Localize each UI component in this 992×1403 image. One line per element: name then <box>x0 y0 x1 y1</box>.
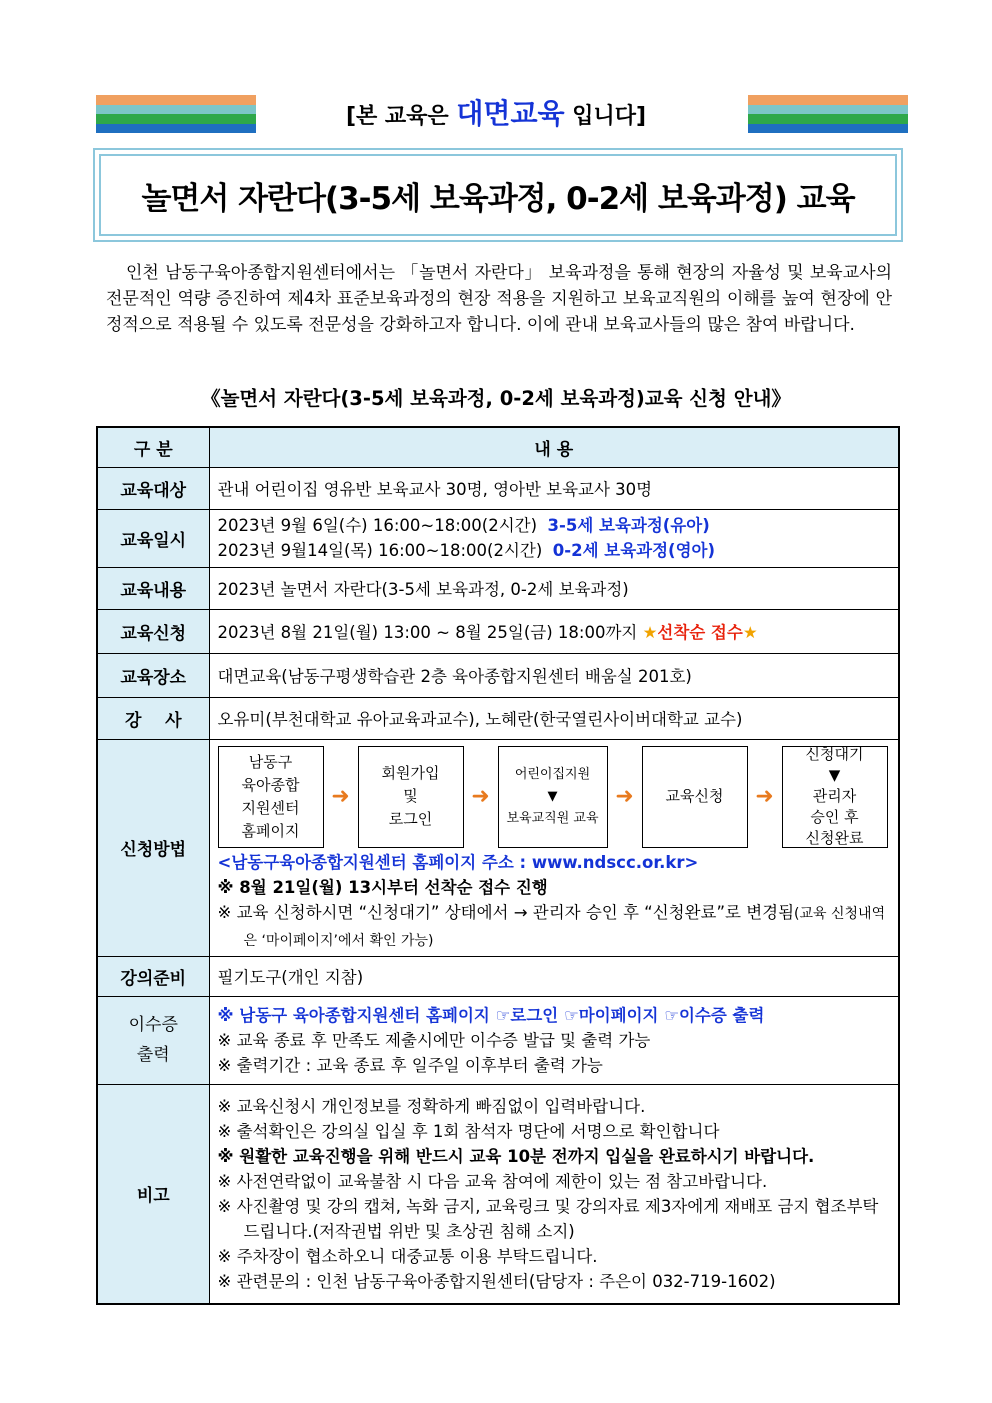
remark-line: ※ 사진촬영 및 강의 캡쳐, 녹화 금지, 교육링크 및 강의자료 제3자에게 재배포 금지 협조부탁드립니다.(저작권법 위반 및 초상권 침해 소지) <box>217 1196 879 1241</box>
remark-line: ※ 주차장이 협소하오니 대중교통 이용 부탁드립니다. <box>217 1246 598 1266</box>
remark-line: ※ 원활한 교육진행을 위해 반드시 교육 10분 전까지 입실을 완료하시기 바랍니다. <box>217 1146 815 1166</box>
flow-text: ▼ <box>547 788 558 804</box>
header-highlight: 대면교육 <box>456 97 565 130</box>
arrow-right-icon: ➜ <box>615 784 634 809</box>
row-value <box>209 1084 899 1304</box>
remark-line: ※ 관련문의 : 인천 남동구육아종합지원센터(담당자 : 주은이 032-719-1602) <box>217 1271 776 1291</box>
intro-paragraph: 인천 남동구육아종합지원센터에서는 「놀면서 자란다」 보육과정을 통해 현장의 자율성 및 보육교사의 전문적인 역량 증진하여 제4차 표준보육과정의 현장 적용을 지원하고 보육교직원의 이해를 높여 현장에 안정적으로 적용될 수 있도록 전문성을 강화하고자 합니다. 이에 관내 보육교사들의 많은 참여 바랍니다. <box>106 263 892 335</box>
table-row <box>97 509 899 567</box>
row-label: 교육내용 <box>97 567 209 609</box>
apply-period: 2023년 8월 21일(월) 13:00 ~ 8월 25일(금) 18:00까지 <box>217 623 638 642</box>
flow-text: 육아종합 <box>241 775 300 794</box>
flow-text: 회원가입 <box>381 764 440 782</box>
label-line: 출력 <box>136 1045 170 1065</box>
flow-text: ▼ <box>828 766 841 784</box>
certificate-line-1: ※ 남동구 육아종합지원센터 홈페이지 ☞로그인 ☞마이페이지 ☞이수증 출력 <box>217 1005 765 1025</box>
row-label: 교육장소 <box>97 653 209 697</box>
row-value: 관내 어린이집 영유반 보육교사 30명, 영아반 보육교사 30명 <box>209 467 899 509</box>
flow-step-approval <box>782 746 888 848</box>
table-row <box>97 956 899 996</box>
table-row <box>97 653 899 697</box>
first-come-notice: ※ 8월 21일(월) 13시부터 선착순 접수 진행 <box>217 877 548 897</box>
row-label: 강의준비 <box>97 956 209 996</box>
schedule-line-2: 2023년 9월14일(목) 16:00~18:00(2시간) <box>217 541 543 560</box>
header-content: 내 용 <box>209 427 899 467</box>
arrow-right-icon: ➜ <box>471 784 490 809</box>
flow-step-daycare-support <box>498 746 608 848</box>
first-come-note: 선착순 접수 <box>657 623 743 642</box>
row-value: 2023년 놀면서 자란다(3-5세 보육과정, 0-2세 보육과정) <box>209 567 899 609</box>
section-subtitle: 《놀면서 자란다(3-5세 보육과정, 0-2세 보육과정)교육 신청 안내》 <box>201 387 791 410</box>
table-row <box>97 1084 899 1304</box>
flow-text: 교육신청 <box>665 787 724 805</box>
flow-text: 신청완료 <box>805 829 864 847</box>
header-suffix: 입니다] <box>572 104 647 129</box>
flow-step-apply <box>642 746 748 848</box>
row-value <box>209 609 899 653</box>
table-row <box>97 467 899 509</box>
education-type-header <box>0 92 992 132</box>
status-notice-small: (교육 신청내역은 ‘마이페이지’에서 확인 가능) <box>243 905 886 949</box>
row-label: 교육신청 <box>97 609 209 653</box>
arrow-right-icon: ➜ <box>331 784 350 809</box>
flow-text: 및 <box>403 787 418 805</box>
flow-text: 남동구 <box>248 752 293 771</box>
flow-step-homepage <box>218 746 324 848</box>
flow-text: 어린이집지원 <box>514 766 591 782</box>
flow-text: 로그인 <box>388 810 433 828</box>
arrow-right-icon: ➜ <box>755 784 774 809</box>
title-box <box>93 148 903 242</box>
flow-text: 지원센터 <box>241 798 300 817</box>
row-label: 신청방법 <box>97 739 209 956</box>
row-label <box>97 996 209 1084</box>
remark-line: ※ 출석확인은 강의실 입실 후 1회 참석자 명단에 서명으로 확인합니다 <box>217 1121 720 1141</box>
page-title: 놀면서 자란다(3-5세 보육과정, 0-2세 보육과정) 교육 <box>99 154 897 236</box>
status-notice <box>218 900 891 954</box>
remark-line: ※ 사전연락없이 교육불참 시 다음 교육 참여에 제한이 있는 점 참고바랍니다. <box>217 1171 768 1191</box>
table-row <box>97 996 899 1084</box>
star-icon: ★ <box>642 623 658 642</box>
flow-text: 홈페이지 <box>241 821 300 840</box>
homepage-link[interactable]: <남동구육아종합지원센터 홈페이지 주소 : www.ndscc.or.kr> <box>217 852 699 872</box>
table-row <box>97 567 899 609</box>
row-value <box>209 739 899 956</box>
flow-text: 보육교직원 교육 <box>506 810 599 826</box>
label-line: 이수증 <box>128 1015 178 1035</box>
table-row <box>97 739 899 956</box>
table-row <box>97 697 899 739</box>
row-value: 오유미(부천대학교 유아교육과교수), 노혜란(한국열린사이버대학교 교수) <box>209 697 899 739</box>
header-prefix: [본 교육은 <box>345 104 449 129</box>
application-flow <box>218 746 891 848</box>
info-table <box>96 426 900 1305</box>
star-icon: ★ <box>742 623 758 642</box>
row-value: 필기도구(개인 지참) <box>209 956 899 996</box>
row-label: 교육대상 <box>97 467 209 509</box>
certificate-line-3: ※ 출력기간 : 교육 종료 후 일주일 이후부터 출력 가능 <box>217 1055 603 1075</box>
row-value <box>209 509 899 567</box>
flow-text: 승인 후 <box>810 808 859 826</box>
schedule-course-2: 0-2세 보육과정(영아) <box>552 541 715 560</box>
certificate-line-2: ※ 교육 종료 후 만족도 제출시에만 이수증 발급 및 출력 가능 <box>217 1030 651 1050</box>
flow-step-signup <box>358 746 464 848</box>
header-category: 구 분 <box>97 427 209 467</box>
schedule-course-1: 3-5세 보육과정(유아) <box>547 516 710 535</box>
remark-line: ※ 교육신청시 개인정보를 정확하게 빠짐없이 입력바랍니다. <box>217 1096 646 1116</box>
flow-text: 관리자 <box>812 787 857 805</box>
row-value: 대면교육(남동구평생학습관 2층 육아종합지원센터 배움실 201호) <box>209 653 899 697</box>
row-label: 교육일시 <box>97 509 209 567</box>
table-header-row <box>97 427 899 467</box>
flow-text: 신청대기 <box>805 745 864 763</box>
row-label: 비고 <box>97 1084 209 1304</box>
row-value <box>209 996 899 1084</box>
schedule-line-1: 2023년 9월 6일(수) 16:00~18:00(2시간) <box>217 516 538 535</box>
row-label: 강 사 <box>97 697 209 739</box>
status-notice-text: ※ 교육 신청하시면 “신청대기” 상태에서 → 관리자 승인 후 “신청완료”로 변경됨 <box>217 902 795 922</box>
table-row <box>97 609 899 653</box>
